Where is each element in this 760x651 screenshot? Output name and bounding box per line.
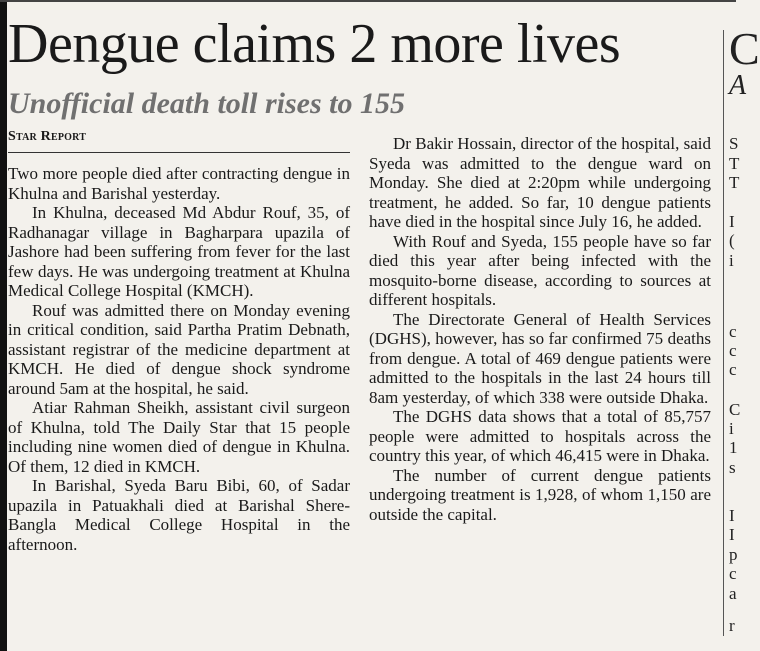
fragment-char: i [729, 251, 734, 270]
paragraph: The Directorate General of Health Services (DGHS), however, has so far confirmed 75 deaths from dengue. A total of 469 dengue patients were admitted to the hospitals in the last 24 hours till 8am yesterday, of which 338 were outside Dhaka. [369, 309, 711, 407]
fragment-char: I [729, 525, 735, 544]
fragment-char: I [729, 506, 735, 525]
fragment-char: c [729, 564, 737, 583]
paragraph: With Rouf and Syeda, 155 people have so far died this year after being infected with the mosquito-borne disease, according to sources at different hospitals. [369, 231, 711, 309]
byline [8, 128, 86, 146]
fragment-char: i [729, 419, 734, 438]
subheadline: Unofficial death toll rises to 155 [8, 87, 405, 120]
fragment-char: I [729, 212, 735, 231]
column-divider [723, 30, 724, 636]
fragment-char: C [729, 400, 741, 419]
byline-text: Star Report [8, 129, 87, 144]
paragraph: The number of current dengue patients undergoing treatment is 1,928, of whom 1,150 are outside the capital. [369, 465, 711, 524]
fragment-char: T [729, 173, 740, 192]
fragment-char: T [729, 154, 740, 173]
paragraph: Dr Bakir Hossain, director of the hospital, said Syeda was admitted to the dengue ward on Monday. She died at 2:20pm while undergoing treatment, he added. So far, 10 dengue patients have died in the hospital since July 16, he added. [369, 134, 711, 231]
headline: Dengue claims 2 more lives [8, 13, 621, 75]
fragment-char: c [729, 322, 737, 341]
page-left-edge [0, 0, 7, 651]
fragment-char: S [729, 134, 739, 153]
fragment-char: 1 [729, 438, 738, 457]
fragment-char: a [729, 584, 737, 603]
paragraph: Two more people died after contracting dengue in Khulna and Barishal yesterday. [8, 164, 350, 203]
paragraph: Atiar Rahman Sheikh, assistant civil surgeon of Khulna, told The Daily Star that 15 people including nine women died of dengue in Khulna. Of them, 12 died in KMCH. [8, 398, 350, 476]
paragraph: In Barishal, Syeda Baru Bibi, 60, of Sadar upazila in Patuakhali died at Barishal Shere-Bangla Medical College Hospital in the afternoon. [8, 476, 350, 554]
fragment-char: c [729, 341, 737, 360]
fragment-char: ( [729, 231, 735, 250]
paragraph: In Khulna, deceased Md Abdur Rouf, 35, of Radhanagar village in Bagharpara upazila of Jashore had been suffering from fever for the last few days. He was undergoing treatment at Khulna Medical College Hospital (KMCH). [8, 203, 350, 300]
fragment-char: p [729, 545, 738, 564]
fragment-char: r [729, 616, 735, 635]
paragraph: The DGHS data shows that a total of 85,757 people were admitted to hospitals across the country this year, of which 46,415 were in Dhaka. [369, 407, 711, 465]
adjacent-article-fragment [729, 0, 760, 651]
article-column-2 [369, 134, 711, 524]
top-rule [0, 0, 736, 2]
fragment-char: C [729, 23, 760, 74]
fragment-char: A [729, 70, 747, 101]
fragment-char: s [729, 458, 736, 477]
fragment-char: c [729, 360, 737, 379]
article-column-1 [8, 164, 350, 554]
paragraph: Rouf was admitted there on Monday evening in critical condition, said Partha Pratim Debnath, assistant registrar of the medicine department at KMCH. He died of dengue shock syndrome around 5am at the hospital, he said. [8, 300, 350, 398]
byline-rule [8, 152, 350, 153]
